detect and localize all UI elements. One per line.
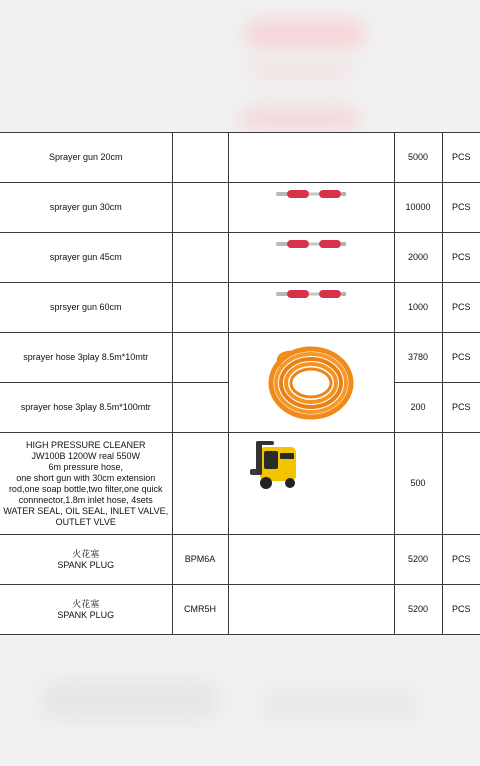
- product-name-cell: sprayer hose 3play 8.5m*100mtr: [0, 383, 172, 433]
- unit-cell: PCS: [442, 333, 480, 383]
- product-name-cell: 火花塞 SPANK PLUG: [0, 585, 172, 635]
- blurred-header-artifact: [250, 62, 350, 80]
- table-row: [0, 233, 480, 283]
- product-name-cell: sprsyer gun 60cm: [0, 283, 172, 333]
- unit-cell: PCS: [442, 283, 480, 333]
- quantity-cell: 500: [394, 433, 442, 535]
- quantity-cell: 5200: [394, 535, 442, 585]
- table-row: [0, 333, 480, 383]
- quantity-cell: 5200: [394, 585, 442, 635]
- image-cell: [228, 535, 394, 585]
- model-cell: CMR5H: [172, 585, 228, 635]
- spray-gun-icon: [274, 186, 348, 202]
- product-name-cell: sprayer hose 3play 8.5m*10mtr: [0, 333, 172, 383]
- pressure-washer-icon: [246, 439, 306, 491]
- product-sheet: [0, 132, 480, 634]
- unit-cell: PCS: [442, 585, 480, 635]
- model-cell: [172, 133, 228, 183]
- quantity-cell: 10000: [394, 183, 442, 233]
- unit-cell: PCS: [442, 183, 480, 233]
- quantity-cell: 3780: [394, 333, 442, 383]
- model-cell: [172, 433, 228, 535]
- hose-reel-icon: [268, 346, 354, 420]
- unit-cell: PCS: [442, 133, 480, 183]
- quantity-cell: 5000: [394, 133, 442, 183]
- model-cell: [172, 333, 228, 383]
- image-cell: [228, 433, 394, 535]
- unit-cell: [442, 433, 480, 535]
- image-cell: [228, 585, 394, 635]
- unit-cell: PCS: [442, 535, 480, 585]
- image-cell: [228, 133, 394, 183]
- quantity-cell: 200: [394, 383, 442, 433]
- blurred-header-artifact: [240, 108, 360, 130]
- product-name-cell: sprayer gun 30cm: [0, 183, 172, 233]
- quantity-cell: 1000: [394, 283, 442, 333]
- spray-gun-icon: [274, 286, 348, 302]
- model-cell: [172, 183, 228, 233]
- blurred-footer-artifact: [40, 680, 220, 720]
- model-cell: [172, 383, 228, 433]
- table-row: [0, 283, 480, 333]
- unit-cell: PCS: [442, 233, 480, 283]
- model-cell: [172, 283, 228, 333]
- image-cell: [228, 283, 394, 333]
- image-cell: [228, 183, 394, 233]
- quantity-cell: 2000: [394, 233, 442, 283]
- product-name-cell: Sprayer gun 20cm: [0, 133, 172, 183]
- table-row: [0, 535, 480, 585]
- product-name-cell: 火花塞 SPANK PLUG: [0, 535, 172, 585]
- unit-cell: PCS: [442, 383, 480, 433]
- blurred-footer-artifact: [260, 690, 420, 720]
- product-name-cell: HIGH PRESSURE CLEANER JW100B 1200W real 550W 6m pressure hose, one short gun with 30cm extension rod,one soap bottle,two filter,one quick connnector,1.8m inlet hose, 4sets WATER SEAL, OIL SEAL, INLET VALVE, OUTLET VLVE: [0, 433, 172, 535]
- image-cell: [228, 333, 394, 433]
- model-cell: [172, 233, 228, 283]
- blurred-header-artifact: [245, 20, 365, 48]
- image-cell: [228, 233, 394, 283]
- table-row: [0, 433, 480, 535]
- table-row: [0, 585, 480, 635]
- product-table: [0, 132, 480, 635]
- table-row: [0, 183, 480, 233]
- model-cell: BPM6A: [172, 535, 228, 585]
- spray-gun-icon: [274, 236, 348, 252]
- table-row: [0, 133, 480, 183]
- product-name-cell: sprayer gun 45cm: [0, 233, 172, 283]
